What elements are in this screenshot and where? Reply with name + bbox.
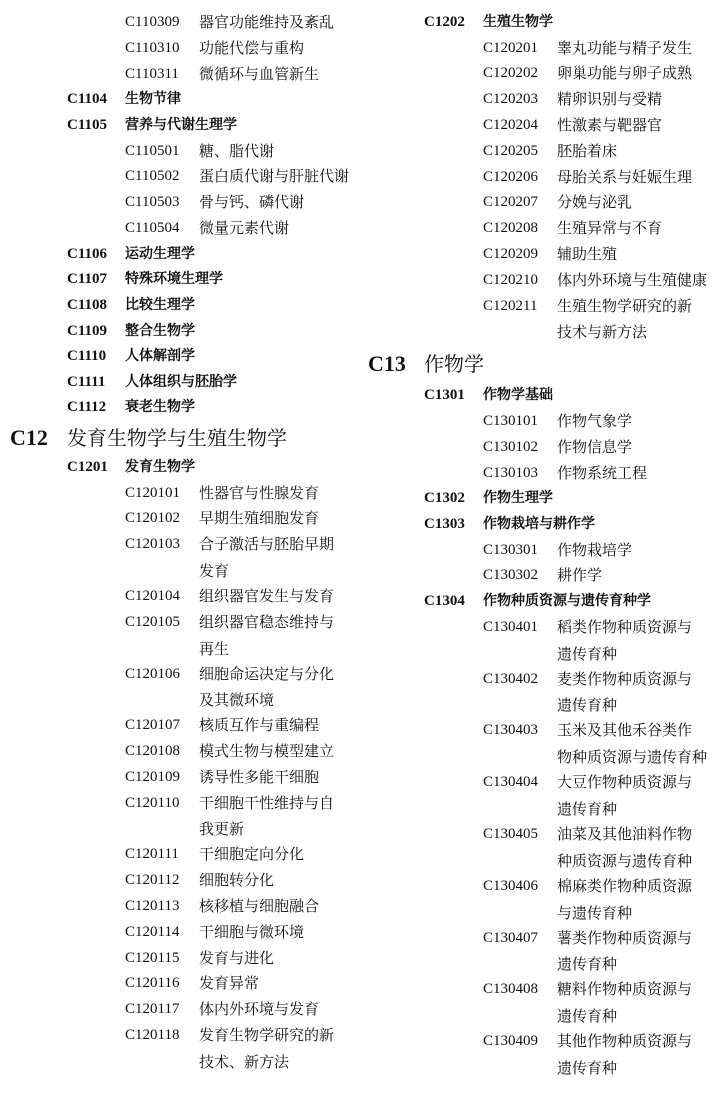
entry-name: 遗传育种 (557, 799, 618, 818)
entry-code: C110310 (125, 39, 180, 56)
subfield-entry (362, 61, 720, 87)
entry-code: C120114 (125, 923, 180, 940)
subject-entry (362, 486, 720, 512)
right-column (362, 10, 720, 1081)
subject-entry (362, 512, 720, 538)
subfield-entry (362, 216, 720, 242)
entry-code: C120202 (483, 65, 539, 82)
subfield-entry (0, 610, 360, 636)
subject-entry (362, 10, 720, 36)
entry-code: C120203 (483, 91, 539, 108)
entry-name: 作物学基础 (483, 387, 553, 404)
entry-code: C1104 (67, 91, 108, 108)
entry-code: C130302 (483, 567, 539, 584)
subfield-entry (0, 739, 360, 765)
left-column (0, 10, 360, 1075)
subfield-entry (362, 461, 720, 487)
subject-entry (0, 87, 360, 113)
entry-code: C130403 (483, 722, 539, 739)
entry-code: C1106 (67, 245, 108, 262)
entry-code: C130101 (483, 412, 539, 429)
entry-name: 发育异常 (199, 974, 260, 993)
subject-entry (362, 589, 720, 615)
subfield-entry (362, 667, 720, 693)
entry-name: 生殖生物学 (483, 14, 553, 30)
entry-name: 合子激活与胚胎早期 (199, 535, 335, 554)
entry-name: 大豆作物种质资源与 (557, 773, 693, 792)
entry-name: 生殖生物学研究的新 (557, 296, 693, 315)
entry-name: 早期生殖细胞发育 (199, 509, 320, 528)
subfield-entry (0, 868, 360, 894)
entry-name: 物种质资源与遗传育种 (557, 748, 708, 767)
subfield-entry (362, 770, 720, 796)
entry-name: 技术与新方法 (557, 323, 648, 342)
subfield-entry (0, 997, 360, 1023)
entry-name: 作物信息学 (557, 437, 633, 456)
entry-name: 遗传育种 (557, 1058, 618, 1077)
subfield-entry (362, 139, 720, 165)
subfield-entry (362, 113, 720, 139)
subfield-entry (362, 409, 720, 435)
entry-code: C130103 (483, 464, 539, 481)
entry-name: 遗传育种 (557, 696, 618, 715)
discipline-heading (362, 345, 720, 383)
entry-name: 种质资源与遗传育种 (557, 851, 693, 870)
subfield-entry (0, 791, 360, 817)
entry-name: 发育生物学与生殖生物学 (67, 425, 287, 450)
entry-code: C120101 (125, 484, 181, 501)
entry-name: 遗传育种 (557, 955, 618, 974)
entry-code: C130408 (483, 981, 539, 998)
entry-name: 遗传育种 (557, 644, 618, 663)
subfield-entry (0, 506, 360, 532)
subject-entry (0, 344, 360, 370)
entry-name: 组织器官发生与发育 (199, 586, 335, 605)
entry-name: 发育 (199, 561, 230, 580)
entry-name: 细胞命运决定与分化 (199, 664, 335, 683)
entry-code: C130406 (483, 877, 539, 894)
entry-code: C1303 (424, 515, 465, 532)
subfield-entry (362, 242, 720, 268)
entry-code: C110503 (125, 194, 180, 211)
entry-continuation-line (362, 951, 720, 977)
entry-code: C1109 (67, 322, 108, 339)
entry-name: 发育生物学 (125, 458, 195, 475)
subfield-entry (0, 532, 360, 558)
entry-code: C120105 (125, 613, 181, 630)
entry-name: 体内外环境与生殖健康 (557, 270, 708, 289)
subfield-entry (0, 920, 360, 946)
subfield-entry (362, 87, 720, 113)
entry-name: 糖料作物种质资源与 (557, 980, 693, 999)
entry-name: 分娩与泌乳 (557, 193, 633, 212)
entry-code: C120116 (125, 975, 180, 992)
subfield-entry (0, 481, 360, 507)
entry-name: 发育生物学研究的新 (199, 1026, 335, 1045)
entry-code: C110501 (125, 142, 180, 159)
entry-name: 功能代偿与重构 (199, 38, 305, 57)
subfield-entry (0, 62, 360, 88)
entry-code: C1112 (67, 399, 107, 416)
entry-name: 胚胎着床 (557, 141, 618, 160)
entry-code: C13 (368, 351, 406, 377)
subfield-entry (362, 718, 720, 744)
entry-code: C130301 (483, 541, 539, 558)
entry-code: C120204 (483, 116, 539, 133)
entry-code: C120111 (125, 846, 179, 863)
subject-entry (0, 242, 360, 268)
entry-name: 与遗传育种 (557, 903, 633, 922)
entry-code: C130402 (483, 670, 539, 687)
entry-code: C1304 (424, 593, 465, 610)
entry-name: 体内外环境与发育 (199, 1000, 320, 1019)
entry-code: C130407 (483, 929, 539, 946)
entry-code: C12 (10, 424, 48, 450)
entry-name: 特殊环境生理学 (125, 271, 223, 288)
entry-continuation-line (362, 1003, 720, 1029)
entry-name: 器官功能维持及紊乱 (199, 13, 335, 31)
entry-code: C120205 (483, 142, 539, 159)
entry-name: 作物系统工程 (557, 463, 648, 482)
subfield-entry (0, 713, 360, 739)
entry-name: 糖、脂代谢 (199, 141, 275, 160)
entry-code: C120117 (125, 1001, 180, 1018)
subfield-entry (0, 765, 360, 791)
entry-name: 核移植与细胞融合 (199, 897, 320, 916)
subject-entry (0, 267, 360, 293)
subfield-entry (0, 216, 360, 242)
entry-code: C1108 (67, 296, 108, 313)
entry-code: C120209 (483, 245, 539, 262)
entry-code: C1105 (67, 116, 108, 133)
entry-name: 干细胞与微环境 (199, 922, 305, 941)
entry-code: C1110 (67, 348, 107, 365)
entry-name: 卵巢功能与卵子成熟 (557, 64, 693, 83)
entry-name: 技术、新方法 (199, 1052, 290, 1071)
entry-name: 干细胞定向分化 (199, 845, 305, 864)
entry-code: C120201 (483, 39, 539, 56)
entry-continuation-line (362, 1055, 720, 1081)
entry-name: 生物节律 (125, 91, 181, 108)
entry-name: 作物栽培与耕作学 (483, 515, 595, 532)
entry-name: 精卵识别与受精 (557, 90, 663, 109)
entry-code: C120106 (125, 665, 181, 682)
entry-name: 再生 (199, 639, 230, 658)
entry-code: C110502 (125, 168, 180, 185)
subfield-entry (0, 662, 360, 688)
subfield-entry (0, 971, 360, 997)
entry-name: 辅助生殖 (557, 244, 618, 263)
subfield-entry (0, 894, 360, 920)
entry-name: 微量元素代谢 (199, 218, 290, 237)
entry-name: 诱导性多能干细胞 (199, 767, 320, 786)
subfield-entry (362, 538, 720, 564)
entry-name: 睾丸功能与精子发生 (557, 38, 693, 57)
entry-code: C1302 (424, 490, 465, 507)
entry-code: C130405 (483, 825, 539, 842)
entry-continuation-line (362, 900, 720, 926)
entry-continuation-line (362, 744, 720, 770)
entry-name: 细胞转分化 (199, 871, 275, 890)
entry-code: C120107 (125, 717, 181, 734)
subfield-entry (0, 1023, 360, 1049)
entry-code: C120208 (483, 220, 539, 237)
entry-name: 耕作学 (557, 566, 603, 585)
entry-name: 核质互作与重编程 (199, 716, 320, 735)
entry-name: 营养与代谢生理学 (125, 116, 237, 133)
subfield-entry (0, 584, 360, 610)
subject-entry (0, 113, 360, 139)
entry-name: 性激素与靶器官 (557, 115, 663, 134)
subfield-entry (0, 164, 360, 190)
entry-code: C130401 (483, 618, 539, 635)
entry-code: C120207 (483, 194, 539, 211)
entry-name: 整合生物学 (125, 322, 195, 339)
entry-code: C1201 (67, 458, 108, 475)
entry-code: C120102 (125, 510, 181, 527)
subject-entry (0, 319, 360, 345)
entry-continuation-line (362, 848, 720, 874)
entry-code: C120110 (125, 794, 180, 811)
subfield-entry (0, 190, 360, 216)
subject-entry (0, 370, 360, 396)
entry-name: 母胎关系与妊娠生理 (557, 167, 693, 186)
entry-continuation-line (362, 692, 720, 718)
entry-code: C120104 (125, 587, 181, 604)
entry-continuation-line (0, 1049, 360, 1075)
entry-code: C120108 (125, 743, 181, 760)
entry-code: C120103 (125, 536, 181, 553)
entry-continuation-line (0, 687, 360, 713)
entry-code: C1202 (424, 14, 465, 30)
entry-code: C120113 (125, 898, 180, 915)
entry-code: C120210 (483, 271, 539, 288)
entry-name: 运动生理学 (125, 245, 195, 262)
entry-name: 比较生理学 (125, 296, 195, 313)
entry-continuation-line (0, 816, 360, 842)
subfield-entry (362, 874, 720, 900)
entry-code: C130409 (483, 1033, 539, 1050)
entry-code: C1301 (424, 387, 465, 404)
entry-name: 作物栽培学 (557, 540, 633, 559)
subfield-entry (0, 139, 360, 165)
entry-code: C1107 (67, 271, 108, 288)
entry-code: C120206 (483, 168, 539, 185)
subfield-entry (362, 615, 720, 641)
entry-continuation-line (362, 641, 720, 667)
subfield-entry (362, 36, 720, 62)
subfield-entry (362, 1029, 720, 1055)
entry-name: 衰老生物学 (125, 399, 195, 416)
entry-name: 作物生理学 (483, 490, 553, 507)
subject-entry (362, 383, 720, 409)
subfield-entry (362, 926, 720, 952)
subfield-entry (362, 294, 720, 320)
entry-code: C120112 (125, 872, 180, 889)
entry-name: 作物学 (424, 352, 484, 377)
subfield-entry (362, 977, 720, 1003)
entry-name: 人体组织与胚胎学 (125, 373, 237, 390)
subfield-entry (362, 435, 720, 461)
entry-name: 薯类作物种质资源与 (557, 928, 693, 947)
entry-name: 棉麻类作物种质资源 (557, 876, 693, 895)
entry-continuation-line (0, 558, 360, 584)
discipline-heading (0, 421, 360, 455)
subfield-entry (362, 268, 720, 294)
entry-name: 人体解剖学 (125, 348, 195, 365)
entry-code: C110311 (125, 65, 179, 82)
entry-name: 遗传育种 (557, 1007, 618, 1026)
entry-name: 玉米及其他禾谷类作 (557, 721, 693, 740)
entry-name: 干细胞干性维持与自 (199, 793, 335, 812)
entry-name: 微循环与血管新生 (199, 64, 320, 83)
entry-name: 其他作物种质资源与 (557, 1032, 693, 1051)
entry-name: 及其微环境 (199, 691, 275, 710)
entry-name: 性器官与性腺发育 (199, 483, 320, 502)
entry-name: 模式生物与模型建立 (199, 742, 335, 761)
subject-entry (0, 455, 360, 481)
entry-code: C120118 (125, 1027, 180, 1044)
subject-entry (0, 293, 360, 319)
entry-code: C1111 (67, 373, 106, 390)
subfield-entry (362, 822, 720, 848)
entry-name: 骨与钙、磷代谢 (199, 193, 305, 212)
entry-name: 麦类作物种质资源与 (557, 669, 693, 688)
entry-continuation-line (362, 796, 720, 822)
subfield-entry (362, 563, 720, 589)
subfield-entry (0, 842, 360, 868)
subfield-entry (362, 165, 720, 191)
subfield-entry (362, 190, 720, 216)
entry-name: 稻类作物种质资源与 (557, 617, 693, 636)
entry-code: C120109 (125, 768, 181, 785)
entry-name: 组织器官稳态维持与 (199, 612, 335, 631)
subfield-entry (0, 946, 360, 972)
entry-code: C130404 (483, 774, 539, 791)
entry-continuation-line (362, 319, 720, 345)
entry-continuation-line (0, 636, 360, 662)
subfield-entry (0, 36, 360, 62)
entry-name: 发育与进化 (199, 948, 275, 967)
entry-code: C120211 (483, 297, 538, 314)
entry-name: 油菜及其他油料作物 (557, 824, 693, 843)
entry-name: 作物种质资源与遗传育种学 (483, 593, 651, 610)
entry-code: C110309 (125, 14, 180, 30)
entry-code: C130102 (483, 438, 539, 455)
entry-name: 我更新 (199, 820, 245, 839)
entry-code: C110504 (125, 219, 180, 236)
entry-name: 蛋白质代谢与肝脏代谢 (199, 167, 350, 186)
entry-name: 作物气象学 (557, 411, 633, 430)
subfield-entry (0, 10, 360, 36)
subject-entry (0, 395, 360, 421)
entry-name: 生殖异常与不育 (557, 219, 663, 238)
entry-code: C120115 (125, 949, 180, 966)
